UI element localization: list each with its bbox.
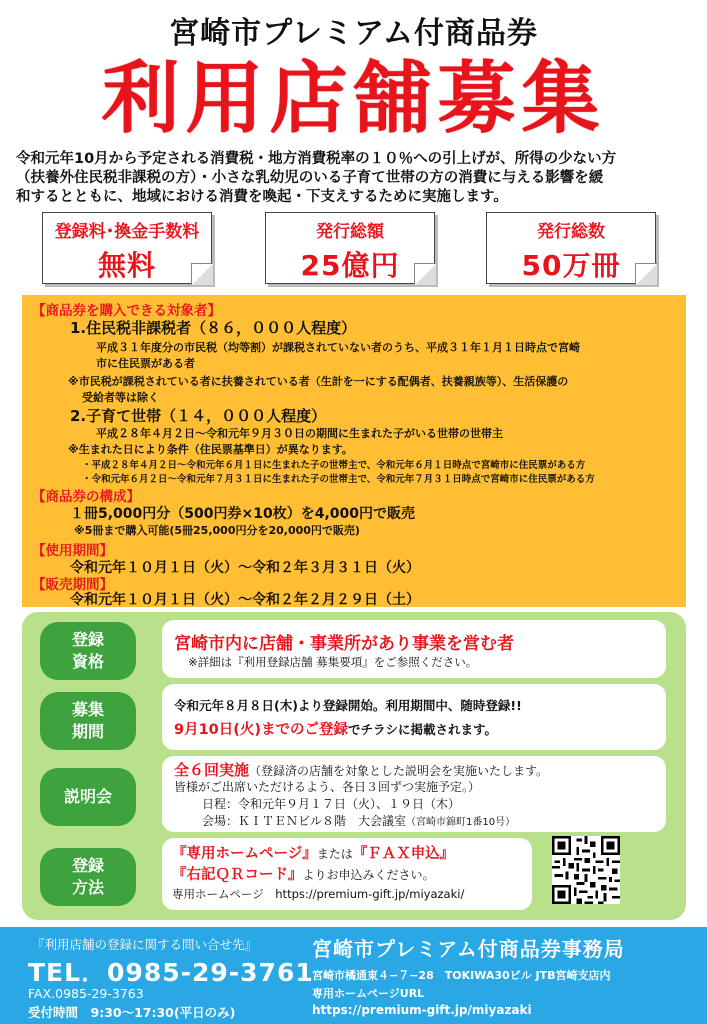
method-label-line: 方法 [71, 878, 104, 897]
method-fax: 『ＦＡＸ申込』 [352, 846, 455, 862]
inquiry-label: 『利用店舗の登録に関する問い合せ先』 [32, 937, 258, 952]
eligibility-item2-desc: 平成２８年４月２日～令和元年９月３０日の期間に生まれた子がいる世帯の世帯主 [96, 427, 503, 440]
intro-line: 和するとともに、地域における消費を喚起・下支えするために実施します。 [16, 189, 508, 205]
page-curl-icon [635, 263, 657, 285]
intro-line: 令和元年10月から予定される消費税・地方消費税率の１０％への引上げが、所得の少ない方 [16, 151, 617, 167]
qualification-main: 宮崎市内に店舗・事業所があり事業を営む者 [174, 634, 514, 654]
page-curl-icon [414, 263, 436, 285]
contact-footer [0, 927, 707, 1024]
total-count-box [486, 212, 656, 284]
homepage-label: 専用ホームページURL [312, 987, 425, 1000]
fee-box-value: 無料 [97, 249, 156, 282]
sales-heading: 【販売期間】 [32, 577, 113, 593]
fax-number: FAX.0985-29-3763 [28, 986, 144, 1001]
method-label-line: 登録 [71, 856, 104, 875]
composition-line1: １冊5,000円分（500円券×10枚）を4,000円で販売 [70, 506, 416, 522]
eligibility-heading: 【商品券を購入できる対象者】 [32, 303, 221, 319]
qualification-label-line: 登録 [71, 630, 104, 649]
briefing-venue: 会場：ＫＩＴＥＮビル８階 大会議室 [202, 814, 407, 828]
eligibility-item1-note: 受給者等は除く [82, 391, 159, 404]
sales-period: 令和元年１０月１日（火）～令和２年２月２９日（土） [70, 592, 420, 608]
briefing-schedule: 日程：令和元年９月１７日（火）、１９日（木） [202, 797, 461, 811]
method-label [40, 848, 136, 906]
briefing-card [162, 756, 666, 832]
qr-code-icon[interactable] [552, 836, 620, 904]
briefing-venue-address: （宮崎市錦町1番10号） [406, 817, 516, 828]
office-hours: 受付時間 9:30～17:30(平日のみ) [28, 1005, 236, 1020]
total-amount-box [265, 212, 435, 284]
fee-box [42, 212, 212, 284]
briefing-label-text: 説明会 [63, 787, 112, 806]
period-label [40, 692, 136, 750]
method-homepage: 『専用ホームページ』 [172, 846, 317, 862]
eligibility-item1-desc: 平成３１年度分の市民税（均等割）が課税されていない者のうち、平成３１年１月１日時点で宮崎 [96, 341, 580, 354]
total-count-title: 発行総数 [537, 222, 605, 242]
period-label-line: 募集 [71, 700, 104, 719]
total-amount-title: 発行総額 [316, 222, 384, 242]
details-panel [22, 295, 686, 607]
tel-number[interactable]: TEL．0985-29-3761 [28, 958, 314, 987]
eligibility-item2-sub: ・令和元年６月２日～令和元年７月３１日に生まれた子の世帯主で、令和元年７月３１日時点で宮崎市に住民票がある方 [82, 474, 595, 485]
page-title: 利用店舗募集 [101, 54, 606, 144]
qualification-label-line: 資格 [71, 652, 104, 671]
qualification-note: ※詳細は『利用登録店舗 募集要項』をご参照ください。 [188, 655, 478, 669]
briefing-count: 全６回実施 [174, 761, 250, 779]
method-qr: 『右記ＱＲコード』 [172, 867, 303, 883]
page-curl-icon [191, 263, 213, 285]
method-url[interactable]: 専用ホームページ https://premium-gift.jp/miyazaki/ [172, 887, 465, 901]
method-card [162, 838, 532, 910]
total-count-value: 50万冊 [521, 249, 621, 282]
eligibility-item1-title: 1.住民税非課税者（８６，０００人程度） [70, 319, 357, 337]
total-amount-value: 25億円 [300, 249, 400, 282]
briefing-line1-rest: （登録済の店舗を対象とした説明会を実施いたします。 [249, 764, 549, 778]
intro-text [16, 150, 696, 207]
intro-line: （扶養外住民税非課税の方）・小さな乳幼児のいる子育て世帯の方の消費に与える影響を緩 [16, 170, 604, 186]
method-or: または [316, 847, 353, 861]
eligibility-item2-sub: ・平成２８年４月２日～令和元年６月１日に生まれた子の世帯主で、令和元年６月１日時点で宮崎市に住民票がある方 [82, 460, 586, 471]
usage-heading: 【使用期間】 [32, 543, 113, 559]
eligibility-item1-desc: 市に住民票がある者 [96, 357, 195, 370]
period-line1: 令和元年８月８日(木)より登録開始。利用期間中、随時登録!! [174, 698, 522, 713]
eligibility-item1-note: ※市民税が課税されている者に扶養されている者（生計を一にする配偶者、扶養親族等）、生活保護の [68, 375, 569, 388]
page-supertitle: 宮崎市プレミアム付商品券 [169, 16, 538, 51]
homepage-url[interactable]: https://premium-gift.jp/miyazaki [312, 1003, 532, 1017]
period-card [162, 684, 666, 750]
registration-panel [22, 612, 686, 920]
period-line2-rest: でチラシに掲載されます。 [348, 722, 498, 737]
usage-period: 令和元年１０月１日（火）～令和２年３月３１日（火） [70, 560, 420, 576]
briefing-label [40, 768, 136, 826]
composition-line2: ※5冊まで購入可能(5冊25,000円分を20,000円で販売) [74, 524, 360, 537]
office-name: 宮崎市プレミアム付商品券事務局 [312, 937, 625, 961]
office-address: 宮崎市橘通東４−７−28 TOKIWA30ビル JTB宮崎支店内 [312, 969, 611, 982]
fee-box-title: 登録料･換金手数料 [54, 222, 200, 242]
method-line2-rest: よりお申込みください。 [302, 868, 435, 882]
briefing-line2: 皆様がご出席いただけるよう、各日３回ずつ実施予定。） [174, 780, 481, 794]
eligibility-item2-note: ※生まれた日により条件（住民票基準日）が異なります。 [68, 443, 353, 456]
qualification-label [40, 622, 136, 680]
composition-heading: 【商品券の構成】 [32, 489, 140, 505]
period-label-line: 期間 [71, 722, 104, 741]
period-deadline: 9月10日(火)までのご登録 [174, 722, 349, 738]
eligibility-item2-title: 2.子育て世帯（１４，０００人程度） [70, 407, 327, 425]
qualification-card [162, 620, 666, 678]
